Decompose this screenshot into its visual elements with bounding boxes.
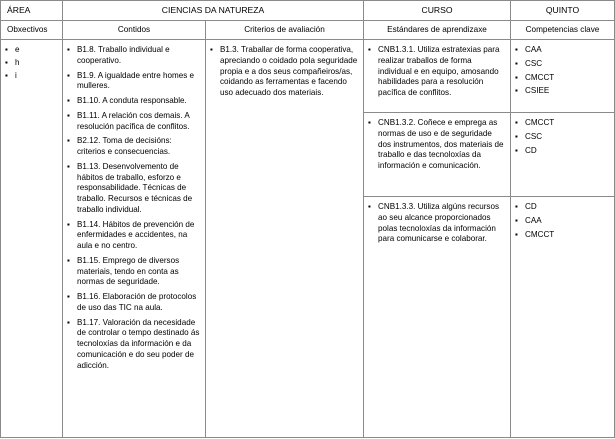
content-item: ▪ B1.8. Traballo individual e cooperativo.: [66, 45, 202, 67]
objective-item: ▪ i: [4, 71, 59, 82]
standard-list: [364, 197, 510, 245]
contents-list: [63, 40, 205, 371]
standard-cell-3: [364, 197, 511, 438]
standard-item: ▪ CNB1.3.1. Utiliza estratexias para realizar traballos de forma individual e en equipo, amosando habilidades para a resolución pacífica de conflitos.: [367, 45, 507, 99]
competence-item: ▪ CMCCT: [514, 73, 611, 84]
competences-cell-3: [511, 197, 615, 438]
competence-item: ▪ CAA: [514, 45, 611, 56]
competence-item: ▪ CMCCT: [514, 230, 611, 241]
competences-list: [511, 197, 614, 240]
content-item: ▪ B1.16. Elaboración de protocolos de uso das TIC na aula.: [66, 292, 202, 314]
objectives-column-header: Obxectivos: [1, 21, 63, 40]
competences-cell-2: [511, 113, 615, 197]
competences-list: [511, 40, 614, 97]
standard-cell-1: [364, 40, 511, 113]
content-item: ▪ B1.11. A relación cos demais. A resolución pacífica de conflitos.: [66, 111, 202, 133]
area-header: ÁREA: [1, 1, 63, 21]
standard-item: ▪ CNB1.3.3. Utiliza algúns recursos ao seu alcance proporcionados polas tecnoloxías da información para comunicarse e colaborar.: [367, 202, 507, 245]
contents-cell: [63, 40, 206, 438]
content-item: ▪ B1.13. Desenvolvemento de hábitos de traballo, esforzo e responsabilidade. Técnicas de traballo. Recursos e técnicas de traballo individual.: [66, 162, 202, 216]
criterion-item: ▪ B1.3. Traballar de forma cooperativa, apreciando o coidado pola seguridade propia e a dos seus compañeiros/as, coidando as ferramentas e facendo uso adecuado dos materiais.: [209, 45, 360, 99]
competence-item: ▪ CD: [514, 202, 611, 213]
criteria-column-header: Criterios de avaliación: [206, 21, 364, 40]
content-item: ▪ B1.15. Emprego de diversos materiais, tendo en conta as normas de seguridade.: [66, 256, 202, 288]
competence-item: ▪ CMCCT: [514, 118, 611, 129]
content-item: ▪ B2.12. Toma de decisións: criterios e consecuencias.: [66, 136, 202, 158]
standard-list: [364, 113, 510, 172]
standards-column-header: Estándares de aprendizaxe: [364, 21, 511, 40]
content-item: ▪ B1.9. A igualdade entre homes e mulleres.: [66, 71, 202, 93]
competence-item: ▪ CSC: [514, 59, 611, 70]
objectives-list: [1, 40, 62, 81]
objective-item: ▪ h: [4, 58, 59, 69]
competences-cell-1: [511, 40, 615, 113]
criteria-list: [206, 40, 363, 99]
standard-list: [364, 40, 510, 99]
standard-cell-2: [364, 113, 511, 197]
competence-item: ▪ CAA: [514, 216, 611, 227]
competences-column-header: Competencias clave: [511, 21, 615, 40]
criteria-cell: [206, 40, 364, 438]
header-row: [1, 1, 615, 21]
competence-item: ▪ CSC: [514, 132, 611, 143]
year-header: QUINTO: [511, 1, 615, 21]
subject-header: CIENCIAS DA NATUREZA: [63, 1, 364, 21]
content-item: ▪ B1.14. Hábitos de prevención de enfermidades e accidentes, na aula e no centro.: [66, 220, 202, 252]
objectives-cell: [1, 40, 63, 438]
competence-item: ▪ CSIEE: [514, 86, 611, 97]
competence-item: ▪ CD: [514, 146, 611, 157]
content-row-1: [1, 40, 615, 113]
objective-item: ▪ e: [4, 45, 59, 56]
content-item: ▪ B1.17. Valoración da necesidade de controlar o tempo destinado ás tecnoloxías da información e da comunicación e do seu poder de adicción.: [66, 318, 202, 372]
course-header: CURSO: [364, 1, 511, 21]
column-header-row: [1, 21, 615, 40]
standard-item: ▪ CNB1.3.2. Coñece e emprega as normas de uso e de seguridade dos instrumentos, dos materiais de traballo e das tecnoloxías da información e comunicación.: [367, 118, 507, 172]
competences-list: [511, 113, 614, 156]
content-item: ▪ B1.10. A conduta responsable.: [66, 96, 202, 107]
contents-column-header: Contidos: [63, 21, 206, 40]
